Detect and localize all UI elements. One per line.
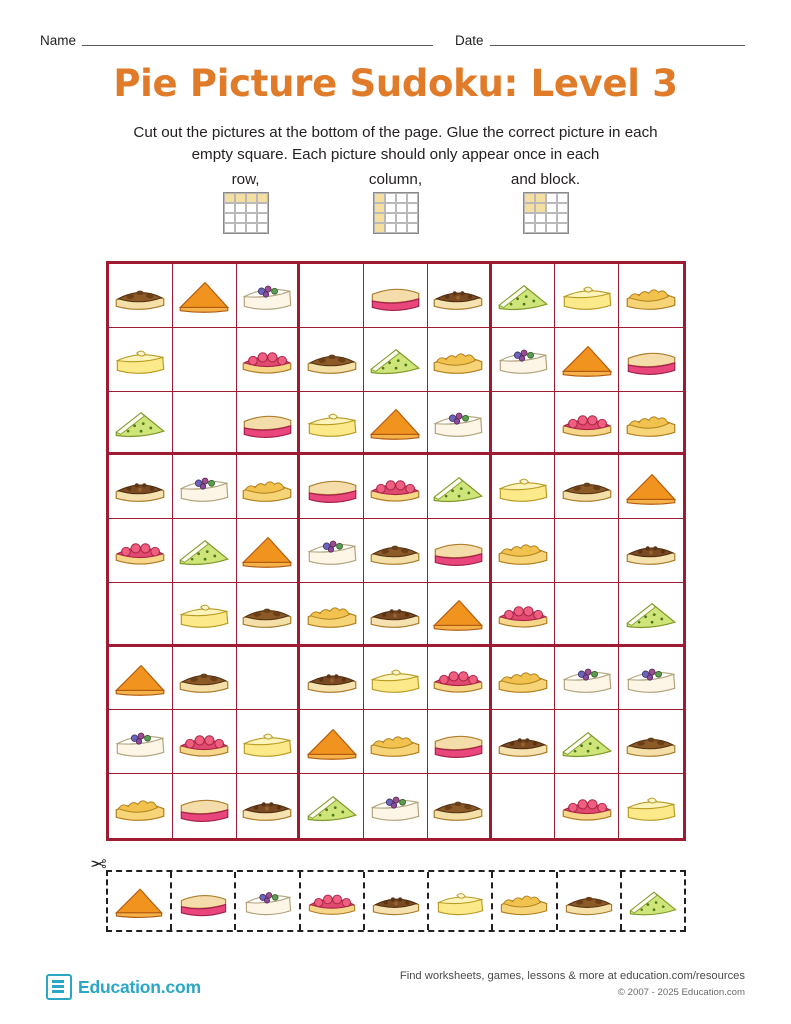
grid-cell-apple-lattice-pie[interactable] [492, 647, 556, 711]
grid-cell-key-lime-pie[interactable] [555, 710, 619, 774]
grid-cell-key-lime-pie[interactable] [300, 774, 364, 838]
cut-piece-chocolate-crumb-pie[interactable] [365, 872, 429, 930]
name-label: Name [40, 33, 77, 48]
education-logo[interactable] [46, 974, 201, 1000]
grid-cell-pumpkin-slice-pie[interactable] [237, 519, 301, 583]
education-logo-text: Education.com [78, 976, 201, 997]
legend-block-caption: and block. [510, 171, 581, 189]
grid-cell-berry-cream-pie[interactable] [428, 392, 492, 456]
cut-piece-cherry-topped-pie[interactable] [301, 872, 365, 930]
grid-cell-cherry-topped-pie[interactable] [237, 328, 301, 392]
grid-cell-lemon-meringue-pie[interactable] [300, 392, 364, 456]
legend-item-block [486, 171, 606, 234]
grid-cell-cherry-topped-pie[interactable] [555, 774, 619, 838]
grid-cell-lemon-meringue-pie[interactable] [619, 774, 683, 838]
legend-column-thumbnail [373, 192, 419, 234]
grid-cell-pumpkin-slice-pie[interactable] [364, 392, 428, 456]
grid-cell-berry-cream-pie[interactable] [109, 710, 173, 774]
cut-out-strip[interactable] [90, 854, 686, 940]
grid-cell-empty[interactable] [173, 328, 237, 392]
grid-cell-strawberry-layer-pie[interactable] [173, 774, 237, 838]
grid-cell-pumpkin-slice-pie[interactable] [428, 583, 492, 647]
grid-cell-pumpkin-slice-pie[interactable] [300, 710, 364, 774]
legend-item-row [186, 171, 306, 234]
legend-row-thumbnail [223, 192, 269, 234]
grid-cell-apple-lattice-pie[interactable] [492, 519, 556, 583]
cut-piece-berry-cream-pie[interactable] [236, 872, 300, 930]
instructions-line-2: empty square. Each picture should only appear once in each [191, 145, 600, 163]
legend [186, 171, 606, 234]
grid-cell-strawberry-layer-pie[interactable] [364, 264, 428, 328]
grid-cell-strawberry-layer-pie[interactable] [237, 392, 301, 456]
grid-cell-empty[interactable] [492, 774, 556, 838]
grid-cell-apple-lattice-pie[interactable] [619, 392, 683, 456]
grid-cell-key-lime-pie[interactable] [492, 264, 556, 328]
footer [0, 952, 791, 1008]
grid-cell-pecan-pie[interactable] [173, 647, 237, 711]
grid-cell-pumpkin-slice-pie[interactable] [173, 264, 237, 328]
grid-cell-apple-lattice-pie[interactable] [109, 774, 173, 838]
grid-cell-empty[interactable] [109, 583, 173, 647]
grid-cell-strawberry-layer-pie[interactable] [428, 519, 492, 583]
grid-cell-lemon-meringue-pie[interactable] [237, 710, 301, 774]
grid-cell-strawberry-layer-pie[interactable] [300, 455, 364, 519]
grid-cell-empty[interactable] [555, 519, 619, 583]
legend-column-caption: column, [368, 171, 423, 189]
grid-cell-pumpkin-slice-pie[interactable] [555, 328, 619, 392]
grid-cell-berry-cream-pie[interactable] [492, 328, 556, 392]
grid-cell-cherry-topped-pie[interactable] [109, 519, 173, 583]
grid-cell-chocolate-crumb-pie[interactable] [492, 710, 556, 774]
grid-cell-apple-lattice-pie[interactable] [237, 455, 301, 519]
name-input-line[interactable] [82, 34, 433, 46]
grid-cell-empty[interactable] [492, 392, 556, 456]
grid-cell-cherry-topped-pie[interactable] [428, 647, 492, 711]
grid-cell-cherry-topped-pie[interactable] [555, 392, 619, 456]
grid-cell-berry-cream-pie[interactable] [237, 264, 301, 328]
cut-piece-apple-lattice-pie[interactable] [493, 872, 557, 930]
footer-copyright: © 2007 - 2025 Education.com [617, 987, 745, 998]
grid-cell-cherry-topped-pie[interactable] [364, 455, 428, 519]
grid-cell-lemon-meringue-pie[interactable] [492, 455, 556, 519]
grid-cell-lemon-meringue-pie[interactable] [555, 264, 619, 328]
grid-cell-key-lime-pie[interactable] [109, 392, 173, 456]
legend-row-caption: row, [231, 171, 260, 189]
grid-cell-chocolate-crumb-pie[interactable] [300, 647, 364, 711]
grid-cell-strawberry-layer-pie[interactable] [619, 328, 683, 392]
cut-piece-key-lime-pie[interactable] [622, 872, 684, 930]
date-label: Date [455, 33, 484, 48]
date-field [455, 33, 745, 49]
legend-block-thumbnail [523, 192, 569, 234]
grid-cell-apple-lattice-pie[interactable] [619, 264, 683, 328]
grid-cell-lemon-meringue-pie[interactable] [173, 583, 237, 647]
name-date-row [0, 0, 791, 49]
grid-cell-apple-lattice-pie[interactable] [364, 710, 428, 774]
grid-cell-pecan-pie[interactable] [237, 583, 301, 647]
sudoku-grid[interactable] [106, 261, 686, 841]
cut-piece-strawberry-layer-pie[interactable] [172, 872, 236, 930]
grid-cell-pecan-pie[interactable] [300, 328, 364, 392]
page-title: Pie Picture Sudoku: Level 3 [113, 62, 678, 105]
grid-cell-pecan-pie[interactable] [428, 774, 492, 838]
grid-cell-empty[interactable] [173, 392, 237, 456]
grid-cell-cherry-topped-pie[interactable] [492, 583, 556, 647]
grid-cell-empty[interactable] [237, 647, 301, 711]
cut-piece-pecan-pie[interactable] [558, 872, 622, 930]
grid-cell-berry-cream-pie[interactable] [555, 647, 619, 711]
grid-cell-pecan-pie[interactable] [364, 519, 428, 583]
grid-cell-chocolate-crumb-pie[interactable] [428, 264, 492, 328]
grid-cell-chocolate-crumb-pie[interactable] [109, 455, 173, 519]
cut-piece-lemon-meringue-pie[interactable] [429, 872, 493, 930]
grid-cell-berry-cream-pie[interactable] [364, 774, 428, 838]
grid-cell-pecan-pie[interactable] [619, 710, 683, 774]
scissors-icon: ✂ [90, 854, 107, 876]
grid-cell-key-lime-pie[interactable] [619, 583, 683, 647]
grid-cell-berry-cream-pie[interactable] [619, 647, 683, 711]
legend-item-column [336, 171, 456, 234]
grid-cell-key-lime-pie[interactable] [428, 455, 492, 519]
instructions [76, 122, 716, 165]
grid-cell-lemon-meringue-pie[interactable] [364, 647, 428, 711]
grid-cell-chocolate-crumb-pie[interactable] [364, 583, 428, 647]
grid-cell-berry-cream-pie[interactable] [300, 519, 364, 583]
education-logo-icon [46, 974, 72, 1000]
grid-cell-strawberry-layer-pie[interactable] [428, 710, 492, 774]
grid-cell-pecan-pie[interactable] [555, 455, 619, 519]
grid-cell-empty[interactable] [555, 583, 619, 647]
grid-cell-pecan-pie[interactable] [109, 264, 173, 328]
grid-cell-lemon-meringue-pie[interactable] [109, 328, 173, 392]
grid-cell-berry-cream-pie[interactable] [173, 455, 237, 519]
grid-cell-empty[interactable] [300, 264, 364, 328]
grid-cell-chocolate-crumb-pie[interactable] [237, 774, 301, 838]
grid-cell-key-lime-pie[interactable] [364, 328, 428, 392]
grid-cell-chocolate-crumb-pie[interactable] [619, 519, 683, 583]
grid-cell-apple-lattice-pie[interactable] [428, 328, 492, 392]
grid-cell-pumpkin-slice-pie[interactable] [109, 647, 173, 711]
footer-tagline: Find worksheets, games, lessons & more at education.com/resources [399, 970, 745, 982]
grid-cell-pumpkin-slice-pie[interactable] [619, 455, 683, 519]
cut-piece-pumpkin-slice-pie[interactable] [108, 872, 172, 930]
instructions-line-1: Cut out the pictures at the bottom of the page. Glue the correct picture in each [133, 124, 658, 141]
grid-cell-cherry-topped-pie[interactable] [173, 710, 237, 774]
date-input-line[interactable] [490, 34, 745, 46]
grid-cell-apple-lattice-pie[interactable] [300, 583, 364, 647]
grid-cell-key-lime-pie[interactable] [173, 519, 237, 583]
